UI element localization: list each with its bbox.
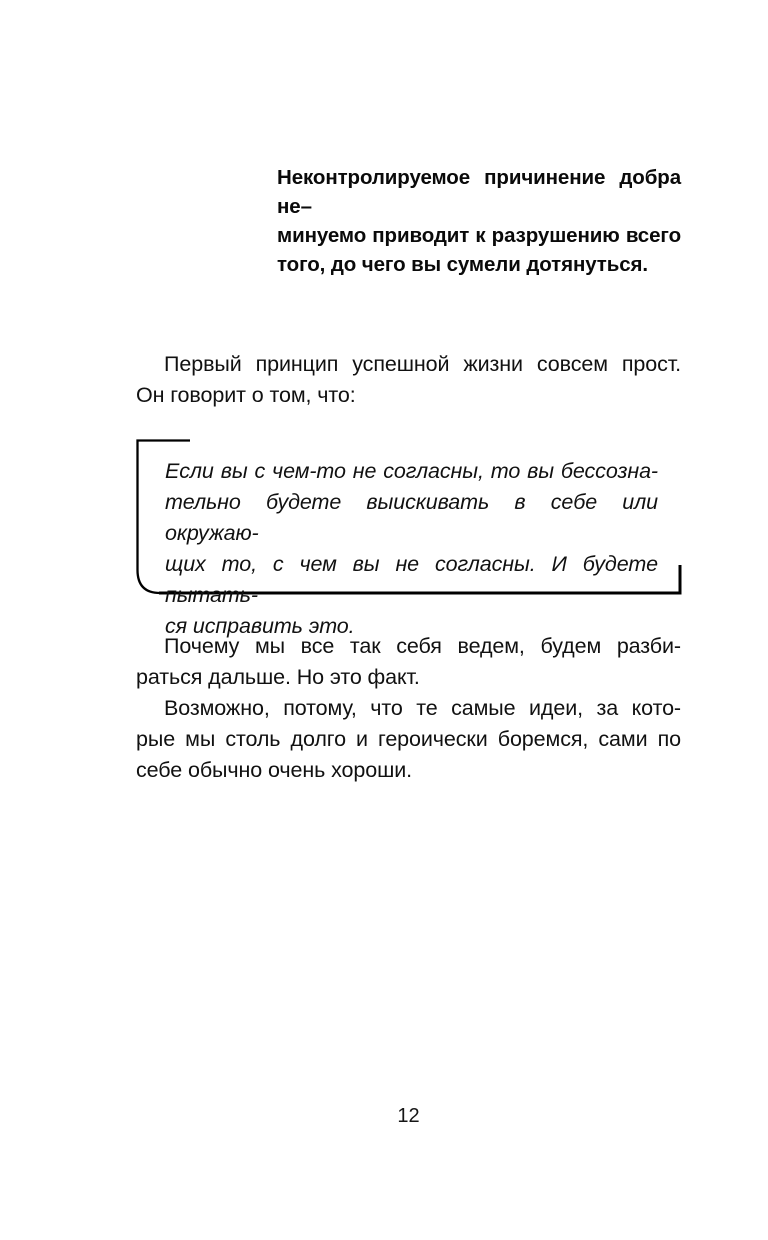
text-line: Возможно, потому, что те самые идеи, за кото- [164,696,681,720]
text-line: Почему мы все так себя ведем, будем разби- [164,634,681,658]
quote-text [165,456,658,642]
text-line: Если вы с чем-то не согласны, то вы бессозна- [165,459,658,483]
text-line: минуемо приводит к разрушению всего [277,224,681,247]
text-line: ся исправить это. [165,614,355,638]
text-line: себе обычно очень хороши. [136,758,413,782]
text-line: того, до чего вы сумели дотянуться. [277,253,648,276]
page-number: 12 [397,1105,420,1127]
intro-paragraph [136,349,681,411]
body-paragraph [136,693,681,786]
text-line: тельно будете выискивать в себе или окружаю- [165,490,658,545]
text-line: рые мы столь долго и героически боремся, сами по [136,727,681,751]
text-line: Он говорит о том, что: [136,383,356,407]
epigraph [277,163,681,279]
text-line: раться дальше. Но это факт. [136,665,420,689]
body-paragraph [136,631,681,693]
text-line: щих то, с чем вы не согласны. И будете пытать- [165,552,658,607]
text-line: Неконтролируемое причинение добра не– [277,166,681,218]
text-line: Первый принцип успешной жизни совсем прост. [164,352,681,376]
body-text [136,631,681,786]
